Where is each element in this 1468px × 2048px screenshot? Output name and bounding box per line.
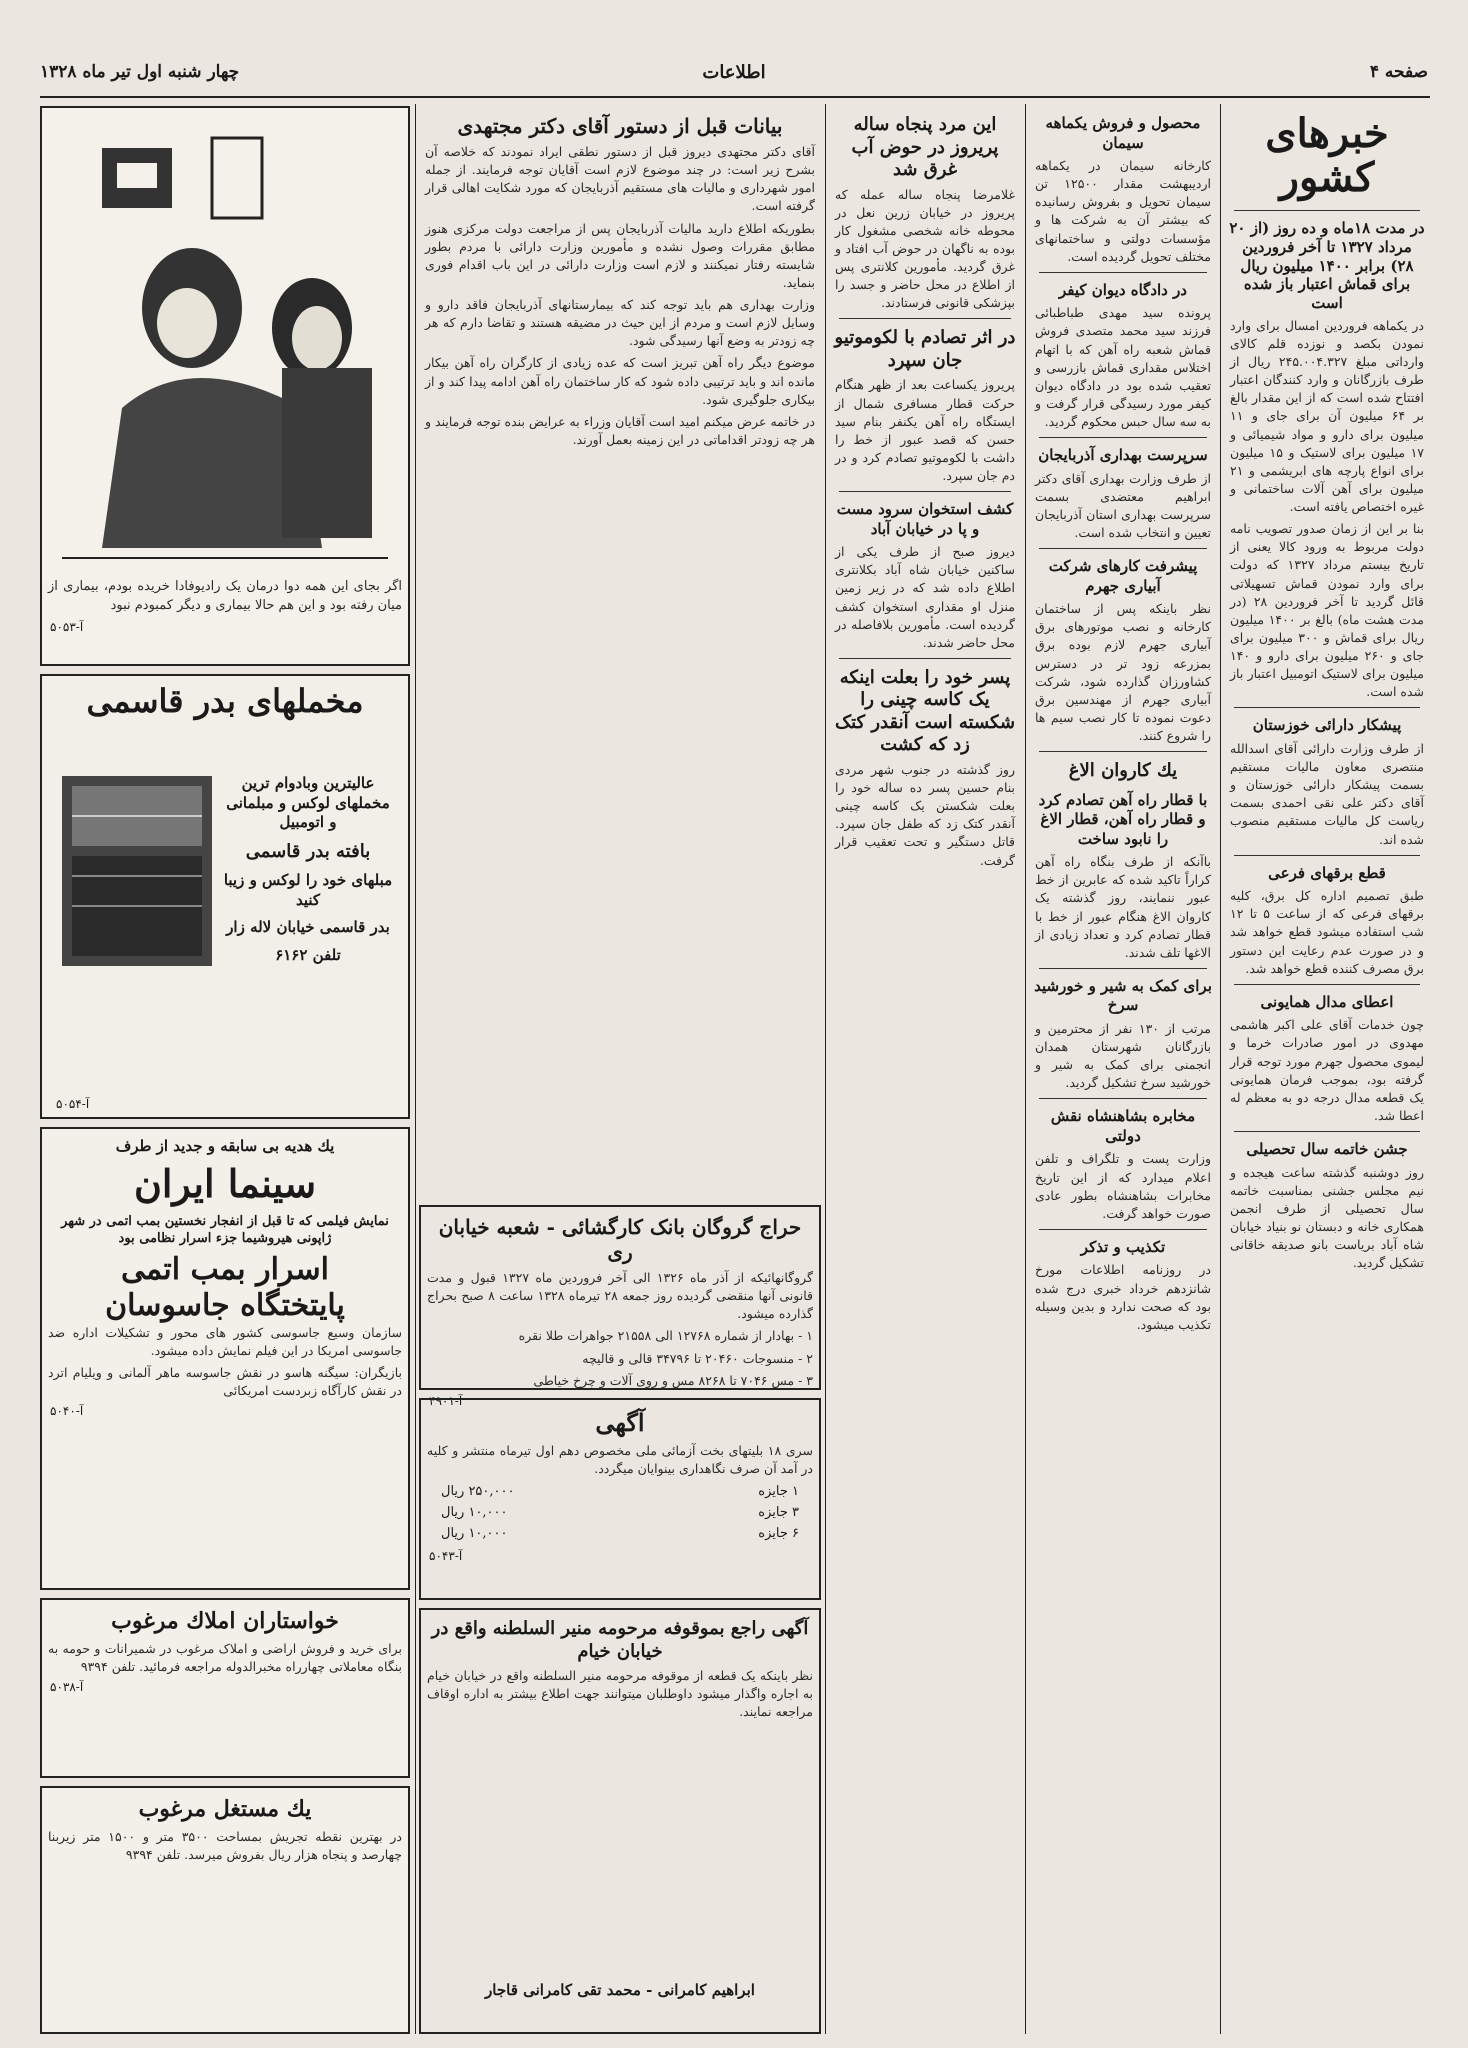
column-divider — [1220, 104, 1221, 2034]
building-text: در بهترین نقطه تجریش بمساحت ۳۵۰۰ متر و ۱۵۰۰ متر زیربنا چهارصد و پنجاه هزار ریال بفروش میرسد. تلفن ۹۳۹۴ — [48, 1828, 402, 1862]
fabric-roll-illustration — [52, 756, 222, 976]
column-country-news — [1224, 106, 1430, 2036]
land-title: آگهی راجع بموقوفه مرحومه منیر السلطنه واقع در خیابان خیام — [431, 1618, 809, 1662]
article-text: در روزنامه اطلاعات مورخ شانزدهم خرداد خبری درج شده بود که صحت ندارد و بدین وسیله تکذیب میشود. — [1035, 1262, 1211, 1332]
headline: در دادگاه دیوان کیفر — [1058, 280, 1187, 299]
article-text: چون خدمات آقای علی اکبر هاشمی مهدوی در امور صادرات خرما و لیموی محصول جهرم مورد توجه قرار گرفته بود، بموجب فرمان همایونی یک قطعه مدال درجه دو به معظم له اعطا شد. — [1230, 1017, 1424, 1123]
article-text: نظر باینکه پس از ساختمان کارخانه و نصب موتورهای برق آبیاری جهرم لازم بوده برق بمزرعه زود تر در دسترس کشاورزان گذارده شود، شرکت آبیاری جهرم از مهندسین برق دعوت نموده تا کار نصب سیم ها را شروع کنند. — [1035, 601, 1211, 743]
subheadline: با قطار راه آهن تصادم کرد و قطار راه آهن، قطار الاغ را نابود ساخت — [1038, 790, 1208, 848]
velvet-shop: بدر قاسمی خیابان لاله زار — [226, 918, 390, 936]
headline: پیشرفت کارهای شرکت آبیاری جهرم — [1048, 557, 1198, 595]
article-text: در یکماهه فروردین امسال برای وارد نمودن بکصد و نوزده قلم کالای وارداتی مبلغ ۲۴۵.۰۰۴.۳۲۷ ریال از طرف بازرگانان و وارد کنندگان اعتبار افتتاح شده است که از این مقدار بالغ بر ۶۴ میلیون آن برای جای و ۱۱ میلیون برای دارو و مواد شیمیائی و ۱۷ میلیون برای لاستیک و ۱۵ میلیون برای انواع پارچه های ابریشمی و ۲۱ میلیون برای آهن آلات ساختمانی و غیره اختصاص یافته است. — [1230, 317, 1424, 514]
column-news-3 — [829, 106, 1021, 2036]
article-text: دیروز صبح از طرف یکی از ساکنین خیابان شاه آباد بکلانتری اطلاع داده شد که در زیر زمین منزل او مقداری استخوان کشف گردیده است. مأمورین بلافاصله در محل حاضر شدند. — [835, 544, 1015, 650]
headline: محصول و فروش یکماهه سیمان — [1045, 114, 1201, 152]
ad-code: آ-۵۰۵۳ — [50, 619, 84, 634]
cinema-subtitle: نمایش فیلمی که تا قبل از انفجار نخستین بمب اتمی در شهر ژاپونی هیروشیما جزء اسرار نظامی بود — [61, 1214, 389, 1246]
auction-text: گروگانهائیکه از آذر ماه ۱۳۲۶ الی آخر فروردین ماه ۱۳۲۷ قبول و مدت قانونی آنها منقضی گردیده روز جمعه ۲۸ تیرماه ۱۳۲۸ ساعت ۸ صبح بحراج گذارده میشود. — [427, 1270, 813, 1322]
velvet-copy — [218, 766, 398, 969]
cinema-cast: بازیگران: سیگنه هاسو در نقش جاسوسه ماهر آلمانی و ویلیام اترد در نقش کارآگاه زبردست امریکائی — [48, 1365, 402, 1399]
estate-text: برای خرید و فروش اراضی و املاک مرغوب در شمیرانات و حومه به بنگاه معاملاتی چهارراه مخبرالدوله مراجعه فرمائید. تلفن ۹۳۹۴ — [48, 1640, 402, 1674]
headline: جشن خاتمه سال تحصیلی — [1246, 1140, 1408, 1158]
land-ad — [419, 1608, 821, 2034]
headline: یك كاروان الاغ — [1068, 760, 1178, 782]
masthead: اطلاعات — [702, 62, 766, 83]
velvet-line: بافته بدر قاسمی — [245, 840, 371, 862]
prize-row: ۱ جایزه ۲۵۰,۰۰۰ ریال — [441, 1484, 799, 1500]
article-text: بنا بر این از زمان صدور تصویب نامه دولت مربوط به ورود کالا یعنی از تاریخ بیستم مرداد ۱۳۲۷ که دولت برای وارد نمودن قماش تسهیلاتی قائل گردید تا آخر فروردین ۲۸ (در مدت هشت ماه) بالغ بر ۱۴۰۰ میلیون ریال برای قماش و ۳۰۰ میلیون برای جای و ۲۶۰ میلیون برای دارو و ۱۴۰ میلیون برای لاستیک اتومبیل اعتبار باز شده است. — [1230, 521, 1424, 700]
prize-table — [441, 1482, 799, 1544]
estate-ad — [40, 1598, 410, 1778]
cinema-description: سازمان وسیع جاسوسی کشور های محور و تشکیلات اداره ضد جاسوسی امریکا در این فیلم نمایش داده میشود. — [48, 1324, 402, 1358]
headline: سرپرست بهداری آذربایجان — [1038, 446, 1208, 465]
headline: پسر خود را بعلت اینکه یک کاسه چینی را شکسته است آنقدر کتک زد که کشت — [834, 666, 1016, 756]
auction-row: ۱ - بهادار از شماره ۱۲۷۶۸ الی ۲۱۵۵۸ جواهرات طلا نقره — [518, 1328, 813, 1344]
article-text: موضوع دیگر راه آهن تبریز است که عده زیادی از کارگران راه آهن بیکار مانده اند و باید ترتیبی داده شود که کار ساختمان راه آهن ادامه پیدا کند و از بیکاری جلوگیری شود. — [425, 355, 815, 407]
cinema-ad — [40, 1127, 410, 1590]
headline: این مرد پنجاه ساله پریروز در حوض آب غرق شد — [851, 114, 999, 180]
prize-row: ۳ جایزه ۱۰,۰۰۰ ریال — [441, 1505, 799, 1521]
film-title: پایتختگاه جاسوسان — [105, 1287, 345, 1323]
article-text: وزارت بهداری هم باید توجه کند که بیمارستانهای آذربایجان فاقد دارو و وسایل لازم است و مردم از این حیث در مضیقه هستند و تقاضا دارم که هر چه زودتر به وضع آنها رسیدگی شود. — [425, 297, 815, 349]
velvet-line: عالیترین وبادوام ترین مخملهای لوکس و مبلمانی و اتومبیل — [226, 774, 390, 831]
article-text: از طرف وزارت بهداری آقای دکتر ابراهیم معتضدی بسمت سرپرست بهداری استان آذربایجان تعیین و انتخاب شده است. — [1035, 470, 1211, 540]
column-divider — [825, 104, 826, 2034]
ad-code: آ-۵۰۳۸ — [50, 1679, 84, 1694]
building-title: يك مستغل مرغوب — [138, 1796, 312, 1822]
headline: در مدت ۱۸ماه و ده روز (از ۲۰ مرداد ۱۳۲۷ تا آخر فروردین ۲۸) برابر ۱۴۰۰ میلیون ریال برای قماش اعتبار باز شده است — [1229, 219, 1425, 312]
article-text: کارخانه سیمان در یکماهه اردیبهشت مقدار ۱۲۵۰۰ تن سیمان تحویل و بفروش رسانیده که بیشتر آن به شرکت ها و مؤسسات دولتی و ساختمانهای مختلف تحویل گردیده است. — [1035, 158, 1211, 264]
article-text: روز دوشنبه گذشته ساعت هیجده و نیم مجلس جشنی بمناسبت خاتمه سال تحصیلی از طرف انجمن همکاری خانه و دبستان نو بنیاد خیابان شاه آباد بریاست بانو صدیقه خاقانی تشکیل گردید. — [1230, 1164, 1424, 1271]
lottery-title: آگهی — [595, 1408, 645, 1437]
land-signature: ابراهیم کامرانی - محمد تقی کامرانی قاجار — [485, 1981, 755, 2000]
ad-illustration — [42, 108, 408, 578]
article-text: در خاتمه عرض میکنم امید است آقایان وزراء به عرایض بنده توجه فرمایند و هر چه زودتر اقداماتی در این زمینه بعمل آورند. — [425, 413, 815, 447]
illustrated-ad — [40, 106, 410, 666]
article-text: مرتب از ۱۳۰ نفر از محترمین و بازرگانان شهرستان همدان انجمنی برای کمک به شیر و خورشید سرخ تشکیل گردید. — [1035, 1020, 1211, 1091]
land-text: نظر باینکه یک قطعه از موقوفه مرحومه منیر السلطنه واقع در خیابان خیام به اجاره واگذار میشود داوطلبان میتوانند جهت اطلاع بیشتر به اداره اوقاف مراجعه نمایند. — [427, 1668, 813, 1720]
lottery-ad — [419, 1398, 821, 1600]
ad-code: آ-۵۰۴۳ — [429, 1548, 463, 1563]
column-parliament — [419, 106, 821, 1196]
headline: بیانات قبل از دستور آقای دکتر مجتهدی — [457, 114, 783, 138]
headline: اعطای مدال همایونی — [1260, 992, 1394, 1011]
velvet-line: مبلهای خود را لوکس و زیبا کنید — [223, 871, 393, 909]
headline: تکذیب و تذکر — [1080, 1237, 1166, 1256]
cinema-name: سینما ایران — [133, 1160, 317, 1206]
auction-ad — [419, 1205, 821, 1408]
ad-caption: اگر بجای این همه دوا درمان یک رادیوفادا خریده بودم، بیماری از میان رفته بود و این هم حالا بیماری و دیگر کمبودم نبود — [48, 579, 402, 613]
article-text: آقای دکتر مجتهدی دیروز قبل از دستور نطقی ایراد نمودند که خلاصه آن بشرح زیر است: در چند موضوع لازم است آقایان توجه فرمایند. از جمله امور شهرداری و مالیات های مستقیم آذربایجان که مورد شکایت اهالی قرار گرفته است. — [425, 144, 815, 214]
auction-row: ۳ - مس ۷۰۴۶ تا ۸۲۶۸ مس و روی آلات و چرخ خیاطی — [533, 1372, 813, 1388]
headline: مخابره بشاهنشاه نقش دولتی — [1050, 1107, 1196, 1145]
article-text: باآنکه از طرف بنگاه راه آهن کراراً تاکید شده که عابرین از خط عبور ننمایند، روز گذشته یک کاروان الاغ هنگام عبور از خط با قطار تصادم کرد و تعداد زیادی از الاغها تلف شدند. — [1035, 854, 1211, 960]
headline: قطع برقهای فرعی — [1268, 863, 1386, 882]
section-title: خبر‌های کشور — [1265, 110, 1389, 201]
article-text: بطوریکه اطلاع دارید مالیات آذربایجان پس از مراجعت دولت مرکزی هنوز مطابق مقررات وصول نشده و مأمورین وزارت دارائی با مردم بطور شایسته رفتار نمیکنند و لازم است وزارت دارائی در این باب اقدام فوری بنماید. — [425, 220, 815, 290]
cinema-pretitle: یك هدیه بی سابقه و جدید از طرف — [115, 1137, 335, 1155]
headline: پیشکار دارائی خوزستان — [1252, 716, 1402, 735]
article-text: از طرف وزارت دارائی آقای اسدالله منتصری معاون مالیات مستقیم بسمت پیشکار دارائی خوزستان و آقای دکتر علی نقی احمدی بسمت ریاست کل مالیات مستقیم منصوب شده اند. — [1230, 740, 1424, 847]
article-text: پریروز یکساعت بعد از ظهر هنگام حرکت قطار مسافری شمال از ایستگاه راه آهن یکنفر بنام سید حسن که قصد عبور از خط را داشت با لکوموتیو تصادم کرد و در دم جان سپرد. — [835, 377, 1015, 483]
estate-title: خواستاران املاك مرغوب — [111, 1608, 339, 1634]
ad-code: آ-۴۹۰۱ — [429, 1393, 463, 1408]
article-text: وزارت پست و تلگراف و تلفن اعلام میدارد که از این تاریخ مخابرات بشاهنشاه بطور عادی صورت خواهد گرفت. — [1035, 1151, 1211, 1221]
article-text: پرونده سید مهدی طباطبائی فرزند سید محمد متصدی فروش قماش شعبه راه آهن که با اتهام اختلاس مقداری قماش بازرسی و تعقیب شده بود در دادگاه دیوان کیفر مورد رسیدگی قرار گرفت و به سه سال حبس محکوم گردید. — [1035, 305, 1211, 429]
velvet-ad — [40, 674, 410, 1119]
article-text: روز گذشته در جنوب شهر مردی بنام حسین پسر ده ساله خود را بعلت شکستن یک کاسه چینی آنقدر کتک زد که طفل جان سپرد. قاتل دستگیر و تحت تعقیب قرار گرفت. — [835, 761, 1015, 868]
lottery-text: سری ۱۸ بلیتهای بخت آزمائی ملی مخصوص دهم اول تیرماه منتشر و کلیه در آمد آن صرف نگاهداری بینوایان میگردد. — [427, 1443, 813, 1477]
ad-code: آ-۵۰۴۰ — [50, 1404, 84, 1419]
column-divider — [1025, 104, 1026, 2034]
auction-row: ۲ - منسوجات ۲۰۴۶۰ تا ۳۴۷۹۶ قالی و قالیچه — [582, 1350, 813, 1366]
velvet-phone: تلفن ۶۱۶۲ — [275, 945, 341, 964]
ad-code: آ-۵۰۵۴ — [56, 1097, 90, 1111]
film-title: اسرار بمب اتمی — [121, 1251, 329, 1287]
header-rule — [40, 96, 1430, 98]
column-news-2 — [1029, 106, 1217, 2036]
article-text: غلامرضا پنجاه ساله عمله که پریروز در خیابان زرین نعل در محوطه خانه شخصی مشغول کار بوده به ناگهان در حوض آب افتاد و غرق گردید. مأمورین کلانتری پس از اطلاع در محل حاضر و جسد را بپزشکی قانونی فرستادند. — [835, 186, 1015, 311]
building-ad — [40, 1786, 410, 2034]
headline: کشف استخوان سرود مست و پا در خیابان آباد — [836, 500, 1014, 538]
auction-title: حراج گروگان بانک کارگشائی - شعبه خیابان ری — [438, 1215, 802, 1264]
page-number: صفحه ۴ — [1369, 62, 1428, 82]
article-text: طبق تصمیم اداره کل برق، کلیه برقهای فرعی که از ساعت ۵ تا ۱۲ شب استفاده میشود قطع خواهد شد و در صورت عدم رعایت این دستور برق مصرف کننده قطع خواهد شد. — [1230, 888, 1425, 976]
column-divider — [415, 104, 416, 2034]
issue-date: چهار شنبه اول تیر ماه ۱۳۲۸ — [40, 62, 240, 82]
velvet-title: مخملهای بدر قاسمی — [86, 682, 364, 720]
headline: برای کمک به شیر و خورشید سرخ — [1034, 976, 1212, 1015]
headline: در اثر تصادم با لکوموتیو جان سپرد — [834, 327, 1016, 371]
prize-row: ۶ جایزه ۱۰,۰۰۰ ریال — [441, 1525, 799, 1541]
